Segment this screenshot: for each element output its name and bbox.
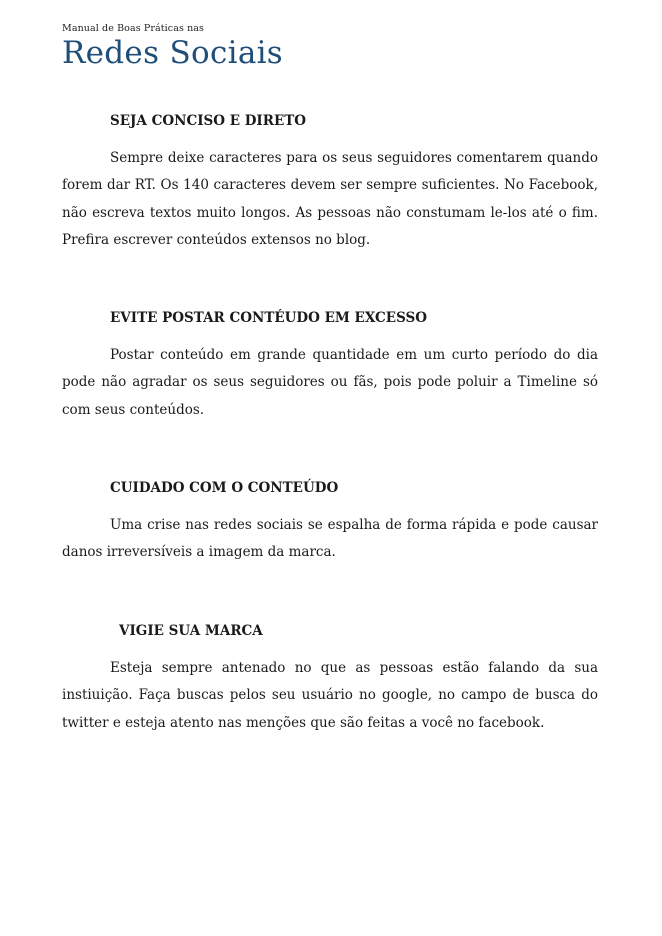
section-heading: CUIDADO COM O CONTEÚDO	[110, 480, 339, 496]
section-evite-postar	[62, 309, 598, 424]
section-vigie-marca	[62, 622, 598, 737]
section-body: Esteja sempre antenado no que as pessoas estão falando da sua instiuição. Faça buscas pelos seu usuário no google, no campo de busca do twitter e esteja atento nas menções que são feitas a você no facebook.	[62, 660, 598, 731]
section-cuidado-conteudo	[62, 479, 598, 567]
section-body: Uma crise nas redes sociais se espalha de forma rápida e pode causar danos irreversíveis a imagem da marca.	[62, 517, 598, 561]
page-title: Redes Sociais	[62, 35, 284, 71]
section-heading: VIGIE SUA MARCA	[119, 623, 263, 639]
section-heading: EVITE POSTAR CONTÉUDO EM EXCESSO	[110, 310, 428, 326]
section-heading: SEJA CONCISO E DIRETO	[110, 113, 307, 129]
section-body: Postar conteúdo em grande quantidade em um curto período do dia pode não agradar os seus seguidores ou fãs, pois pode poluir a Timeline só com seus conteúdos.	[62, 347, 598, 418]
section-seja-conciso	[62, 112, 598, 254]
running-header: Manual de Boas Práticas nas	[62, 23, 205, 34]
section-body: Sempre deixe caracteres para os seus seguidores comentarem quando forem dar RT. Os 140 caracteres devem ser sempre suficientes. No Facebook, não escreva textos muito longos. As pessoas não constumam le-los até o fim. Prefira escrever conteúdos extensos no blog.	[62, 150, 598, 248]
